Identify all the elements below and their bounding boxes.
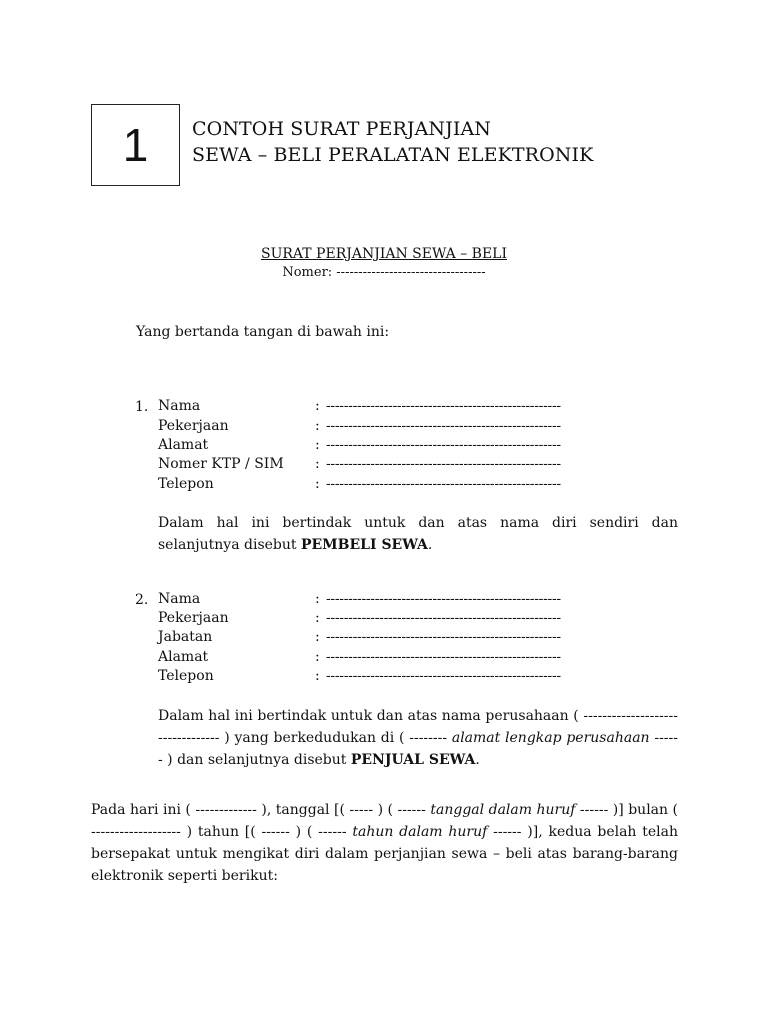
closing-italic-year: tahun dalam huruf (352, 824, 488, 840)
party-1-label-telepon: Telepon (158, 476, 214, 492)
party-2-value-nama: ----------------------------------------------------- (326, 591, 561, 607)
party-2-label-telepon: Telepon (158, 668, 214, 684)
colon: : (315, 398, 320, 414)
party-1-value-alamat: ----------------------------------------------------- (326, 437, 561, 453)
document-number: Nomer: ---------------------------------- (282, 265, 486, 280)
colon: : (315, 456, 320, 472)
header-title-line-2: SEWA – BELI PERALATAN ELEKTRONIK (192, 144, 594, 166)
party-2-marker: 2. (135, 592, 149, 608)
party-2-desc-end: . (475, 752, 480, 768)
party-2-desc-text-2: ------ ) dan selanjutnya disebut (158, 730, 678, 768)
party-2-value-jabatan: ----------------------------------------------------- (326, 629, 561, 645)
header-title-line-1: CONTOH SURAT PERJANJIAN (192, 118, 492, 140)
party-1-label-nama: Nama (158, 398, 201, 414)
party-1-value-pekerjaan: ----------------------------------------------------- (326, 418, 561, 434)
party-2-value-pekerjaan: ----------------------------------------------------- (326, 610, 561, 626)
party-2-label-nama: Nama (158, 591, 201, 607)
document-title-wrap (0, 246, 768, 262)
colon: : (315, 668, 320, 684)
colon: : (315, 591, 320, 607)
party-1-value-telepon: ----------------------------------------------------- (326, 476, 561, 492)
party-1-role: PEMBELI SEWA (300, 537, 428, 553)
closing-italic-date: tanggal dalam huruf (430, 802, 576, 818)
party-1-desc-text: Dalam hal ini bertindak untuk dan atas nama diri sendiri dan selanjutnya disebut (158, 515, 678, 553)
section-number: 1 (122, 119, 149, 171)
colon: : (315, 649, 320, 665)
party-1-label-pekerjaan: Pekerjaan (158, 418, 229, 434)
colon: : (315, 437, 320, 453)
party-2-value-alamat: ----------------------------------------------------- (326, 649, 561, 665)
colon: : (315, 629, 320, 645)
closing-text-3: ------ )], kedua belah telah bersepakat untuk mengikat diri dalam perjanjian sewa – beli atas barang-barang elektronik seperti berikut: (91, 824, 678, 884)
party-1-label-ktp-sim: Nomer KTP / SIM (158, 456, 284, 472)
party-2-label-alamat: Alamat (158, 649, 209, 665)
party-1-value-nama: ----------------------------------------------------- (326, 398, 561, 414)
closing-paragraph (91, 799, 678, 887)
party-2-label-jabatan: Jabatan (158, 629, 213, 645)
party-2-label-pekerjaan: Pekerjaan (158, 610, 229, 626)
closing-text-2: ------ )] bulan ( ------------------- ) tahun [( ------ ) ( ------ (91, 802, 678, 840)
party-2-role: PENJUAL SEWA (350, 752, 476, 768)
intro-text: Yang bertanda tangan di bawah ini: (136, 324, 390, 340)
colon: : (315, 476, 320, 492)
section-number-box (91, 104, 180, 186)
document-title: SURAT PERJANJIAN SEWA – BELI (260, 246, 508, 262)
colon: : (315, 610, 320, 626)
party-1-description (158, 512, 678, 556)
closing-text-1: Pada hari ini ( ------------- ), tanggal [( ----- ) ( ------ (91, 802, 431, 818)
party-1-marker: 1. (135, 399, 149, 415)
party-2-value-telepon: ----------------------------------------------------- (326, 668, 561, 684)
party-2-description (158, 705, 678, 771)
party-2-desc-italic: alamat lengkap perusahaan (451, 730, 650, 746)
colon: : (315, 418, 320, 434)
party-1-label-alamat: Alamat (158, 437, 209, 453)
party-1-value-ktp-sim: ----------------------------------------------------- (326, 456, 561, 472)
party-1-desc-end: . (427, 537, 433, 553)
party-2-desc-text-1: Dalam hal ini bertindak untuk dan atas nama perusahaan ( --------------------------------- ) yang berkedudukan di ( -------- (158, 708, 678, 746)
